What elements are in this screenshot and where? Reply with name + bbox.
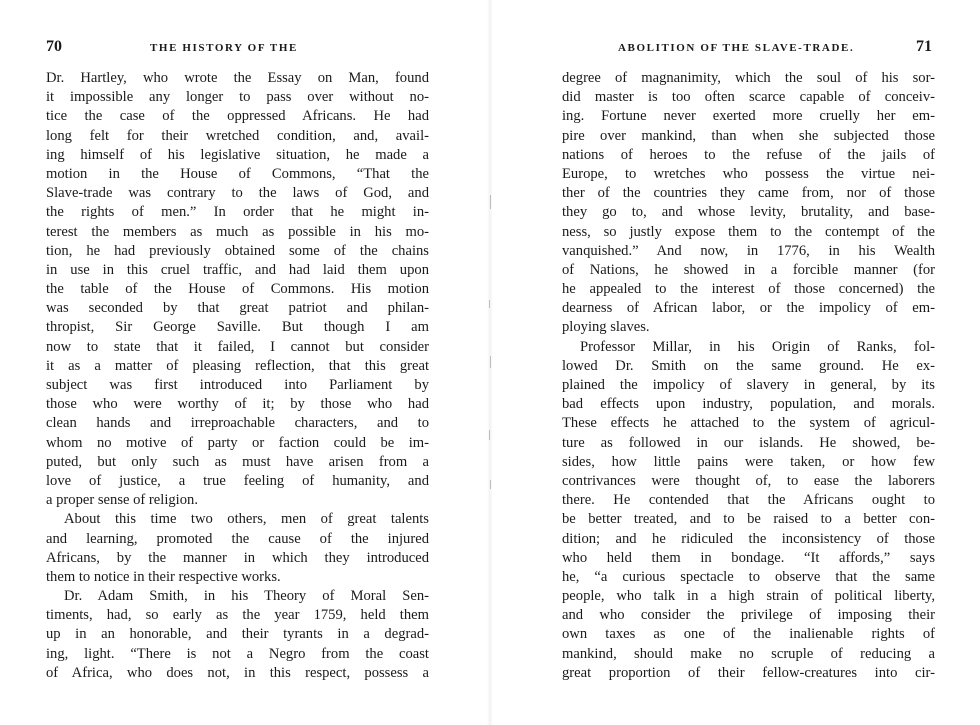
text-line: ther of the countries they came from, nor of those <box>562 185 935 202</box>
text-line: and learning, promoted the cause of the injured <box>46 530 429 547</box>
right-page <box>490 0 980 725</box>
text-line: About this time two others, men of great talents <box>64 511 429 528</box>
text-line: of Africa, who does not, in this respect, possess a <box>46 664 429 681</box>
text-line: be better treated, and to be raised to a better con- <box>562 511 935 528</box>
text-line: Professor Millar, in his Origin of Ranks, fol- <box>580 338 935 355</box>
body-text <box>562 69 935 683</box>
text-line: Africans, by the manner in which they introduced <box>46 549 429 566</box>
text-line: they go to, and whose levity, brutality, and base- <box>562 204 935 221</box>
text-line: subject was first introduced into Parliament by <box>46 377 429 393</box>
text-line: contrivances were thought of, to ease the laborers <box>562 472 935 489</box>
text-line: who held them in bondage. “It affords,” says <box>562 549 935 566</box>
text-line: now to state that it failed, I cannot but consider <box>46 338 429 355</box>
page-number: 70 <box>46 38 62 55</box>
text-line: degree of magnanimity, which the soul of his sor- <box>562 70 935 86</box>
text-line: These effects he attached to the system of agricul- <box>562 415 935 432</box>
text-line: long felt for their wretched condition, and, avail- <box>46 127 429 144</box>
text-line: it impossible any longer to pass over without no- <box>46 89 429 106</box>
text-line: a proper sense of religion. <box>46 492 198 509</box>
text-line: Dr. Adam Smith, in his Theory of Moral Sen- <box>64 588 429 605</box>
text-line: in use in this cruel traffic, and had laid them upon <box>46 261 429 278</box>
text-line: ploying slaves. <box>562 319 650 336</box>
text-line: puted, but only such as must have arisen from a <box>46 453 429 470</box>
text-line: Slave-trade was contrary to the laws of God, and <box>46 185 429 202</box>
text-line: plained the impolicy of slavery in general, by its <box>562 377 935 393</box>
text-line: terest the members as much as possible in his mo- <box>46 223 429 240</box>
body-text <box>46 69 429 683</box>
text-line: bad effects upon industry, population, and morals. <box>562 396 935 413</box>
text-line: Dr. Hartley, who wrote the Essay on Man, found <box>46 70 429 86</box>
text-line: ness, so justly expose them to the contempt of the <box>562 223 935 240</box>
text-line: great proportion of their fellow-creatures into cir- <box>562 664 935 681</box>
text-line: ing, light. “There is not a Negro from the coast <box>46 645 429 662</box>
text-line: he, “a curious spectacle to observe that the same <box>562 568 935 585</box>
text-line: whom no motive of party or faction could be im- <box>46 434 429 451</box>
text-line: lowed Dr. Smith on the same ground. He ex- <box>562 357 935 374</box>
text-line: timents, had, so early as the year 1759, held them <box>46 607 429 624</box>
text-line: of Nations, he showed in a forcible manner (for <box>562 261 935 278</box>
text-line: sides, how little pains were taken, or how few <box>562 453 935 470</box>
text-line: the rights of men.” In order that he might in- <box>46 204 429 221</box>
text-line: nations of heroes to the refuse of the jails of <box>562 146 935 163</box>
text-line: and who consider the privilege of imposing their <box>562 607 935 624</box>
text-line: thropist, Sir George Saville. But though I am <box>46 319 429 336</box>
text-line: ing. Fortune never exerted more cruelly her em- <box>562 108 935 125</box>
text-line: Europe, to wretches who possess the virtue nei- <box>562 165 935 182</box>
text-line: was seconded by that great patriot and philan- <box>46 300 429 317</box>
text-line: the table of the House of Commons. His motion <box>46 281 429 298</box>
text-line: dition; and he ridiculed the inconsistency of those <box>562 530 935 547</box>
text-line: pire over mankind, than when she subjected those <box>562 127 935 144</box>
text-line: those who were worthy of it; by those who had <box>46 396 429 413</box>
text-line: ture as followed in our islands. He showed, be- <box>562 434 935 451</box>
text-line: own taxes as one of the inalienable rights of <box>562 626 935 643</box>
text-line: he appealed to the interest of those concerned) the <box>562 281 935 298</box>
text-line: up in an honorable, and their tyrants in a degrad- <box>46 626 429 643</box>
text-line: them to notice in their respective works. <box>46 568 281 585</box>
text-line: vanquished.” And now, in 1776, in his Wealth <box>562 242 935 259</box>
text-line: did master is too often scarce capable of conceiv- <box>562 89 935 106</box>
text-line: tion, he had previously obtained some of the chains <box>46 242 429 259</box>
text-line: mankind, should make no scruple of reducing a <box>562 645 935 662</box>
running-head: ABOLITION OF THE SLAVE-TRADE. <box>618 42 855 54</box>
text-line: motion in the House of Commons, “That the <box>46 165 429 182</box>
text-line: people, who talk in a high strain of political liberty, <box>562 588 935 605</box>
text-line: clean hands and irreproachable characters, and to <box>46 415 429 432</box>
text-line: it as a matter of pleasing reflection, that this great <box>46 357 429 374</box>
text-line: ing himself of his legislative situation, he made a <box>46 146 429 163</box>
text-line: dearness of African labor, or the impolicy of em- <box>562 300 935 317</box>
page-number: 71 <box>916 38 932 55</box>
running-head: THE HISTORY OF THE <box>150 42 298 54</box>
text-line: there. He contended that the Africans ought to <box>562 492 935 509</box>
text-line: tice the case of the oppressed Africans. He had <box>46 108 429 125</box>
text-line: love of justice, a true feeling of humanity, and <box>46 472 429 489</box>
